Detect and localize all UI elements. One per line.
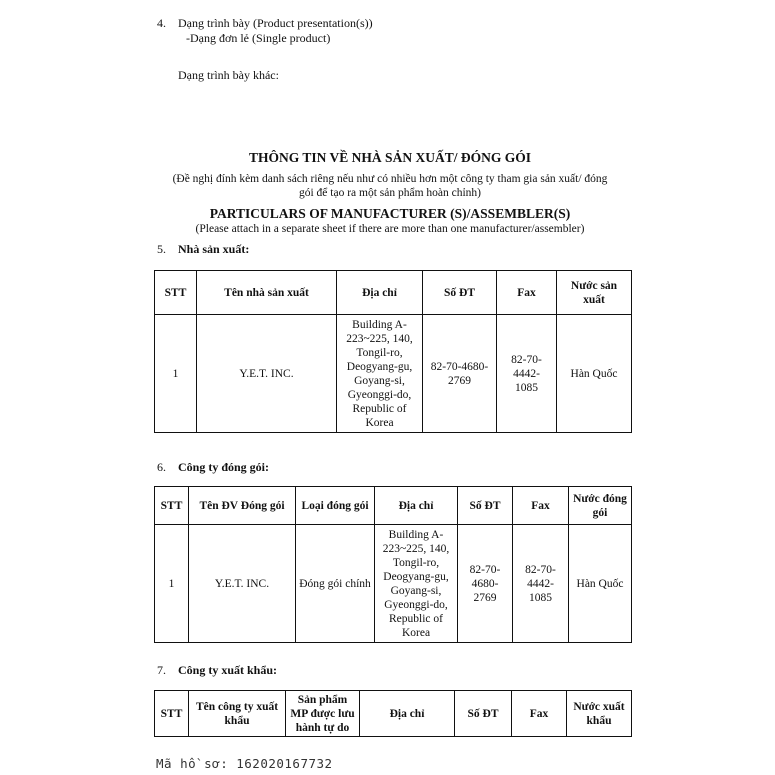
dossier-code: Mã hồ sơ: 162020167732 [156, 756, 333, 771]
header-address: Địa chỉ [360, 691, 455, 737]
cell-stt: 1 [155, 315, 197, 433]
cell-country: Hàn Quốc [557, 315, 632, 433]
cell-address: Building A-223~225, 140, Tongil-ro, Deogyang-gu, Goyang-si, Gyeonggi-do, Republic of Korea [337, 315, 423, 433]
section-7-title: Công ty xuất khẩu: [178, 663, 278, 677]
cell-fax: 82-70-4442-1085 [513, 525, 569, 643]
header-stt: STT [155, 691, 189, 737]
header-exporter-name: Tên công ty xuất khẩu [189, 691, 286, 737]
header-free-sale-product: Sản phẩm MP được lưu hành tự do [286, 691, 360, 737]
section-5-number: 5. [157, 242, 166, 256]
cell-country: Hàn Quốc [569, 525, 632, 643]
header-fax: Fax [513, 487, 569, 525]
section-4-title: Dạng trình bày (Product presentation(s)) [178, 16, 373, 30]
header-stt: STT [155, 487, 189, 525]
section-5-title: Nhà sản xuất: [178, 242, 250, 256]
cell-phone: 82-70-4680-2769 [423, 315, 497, 433]
vn-attach-note-line-2: gói để tạo ra một sản phẩm hoàn chỉnh) [298, 187, 482, 199]
en-manufacturer-title: PARTICULARS OF MANUFACTURER (S)/ASSEMBLER(S) [209, 206, 571, 221]
header-fax: Fax [512, 691, 567, 737]
cell-address: Building A-223~225, 140, Tongil-ro, Deogyang-gu, Goyang-si, Gyeonggi-do, Republic of Korea [375, 525, 458, 643]
section-6-title: Công ty đóng gói: [178, 460, 270, 474]
cell-phone: 82-70-4680-2769 [458, 525, 513, 643]
header-address: Địa chỉ [375, 487, 458, 525]
cell-packager-name: Y.E.T. INC. [189, 525, 296, 643]
section-4-number: 4. [157, 16, 166, 30]
packager-table [154, 486, 632, 643]
header-fax: Fax [497, 271, 557, 315]
exporter-table [154, 690, 632, 737]
header-packager-name: Tên ĐV Đóng gói [189, 487, 296, 525]
header-address: Địa chỉ [337, 271, 423, 315]
section-6-number: 6. [157, 460, 166, 474]
table-row [155, 525, 632, 643]
header-phone: Số ĐT [423, 271, 497, 315]
cell-manufacturer-name: Y.E.T. INC. [197, 315, 337, 433]
header-country: Nước xuất khẩu [567, 691, 632, 737]
table-header-row [155, 271, 632, 315]
section-7-number: 7. [157, 663, 166, 677]
en-attach-note: (Please attach in a separate sheet if there are more than one manufacturer/assembler) [195, 223, 585, 235]
header-country: Nước sản xuất [557, 271, 632, 315]
single-product-line: -Dạng đơn lẻ (Single product) [186, 31, 331, 45]
header-phone: Số ĐT [458, 487, 513, 525]
table-row [155, 315, 632, 433]
table-header-row [155, 487, 632, 525]
table-header-row [155, 691, 632, 737]
cell-packaging-type: Đóng gói chính [296, 525, 375, 643]
header-manufacturer-name: Tên nhà sản xuất [197, 271, 337, 315]
cell-fax: 82-70-4442-1085 [497, 315, 557, 433]
header-country: Nước đóng gói [569, 487, 632, 525]
header-packaging-type: Loại đóng gói [296, 487, 375, 525]
other-presentation-line: Dạng trình bày khác: [178, 68, 279, 82]
header-phone: Số ĐT [455, 691, 512, 737]
vn-manufacturer-title: THÔNG TIN VỀ NHÀ SẢN XUẤT/ ĐÓNG GÓI [249, 150, 531, 165]
manufacturer-table [154, 270, 632, 433]
vn-attach-note-line-1: (Đề nghị đính kèm danh sách riêng nếu như có nhiều hơn một công ty tham gia sản xuất/ đóng [172, 173, 608, 185]
header-stt: STT [155, 271, 197, 315]
cell-stt: 1 [155, 525, 189, 643]
